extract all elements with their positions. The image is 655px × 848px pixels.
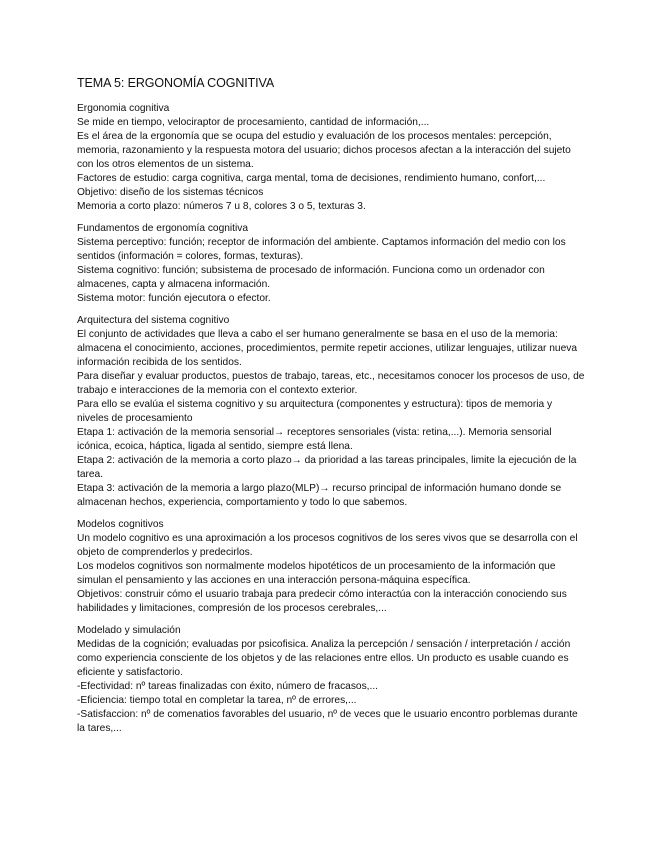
paragraph: Un modelo cognitivo es una aproximación a los procesos cognitivos de los seres vivos que se desarrolla con el objeto de comprenderlos y predecirlos. [77,533,578,558]
paragraph: -Eficiencia: tiempo total en completar la tarea, nº de errores,... [77,695,357,706]
section-ergonomia-cognitiva [77,102,585,214]
paragraph: Se mide en tiempo, velociraptor de procesamiento, cantidad de información,... [77,117,430,128]
document-title: TEMA 5: ERGONOMÍA COGNITIVA [77,76,275,90]
paragraph: Etapa 3: activación de la memoria a largo plazo(MLP)→ recurso principal de información humano donde se almacenan hechos, experiencia, comportamiento y todo lo que sabemos. [77,483,562,508]
paragraph: Etapa 2: activación de la memoria a corto plazo→ da prioridad a las tareas principales, limite la ejecución de la tarea. [77,455,577,480]
section-fundamentos [77,222,585,306]
paragraph: Para diseñar y evaluar productos, puestos de trabajo, tareas, etc., necesitamos conocer los procesos de uso, de trabajo e interacciones de la memoria con el contexto exterior. [77,371,585,396]
paragraph: -Efectividad: nº tareas finalizadas con éxito, número de fracasos,... [77,681,379,692]
paragraph: Para ello se evalúa el sistema cognitivo y su arquitectura (componentes y estructura): tipos de memoria y niveles de procesamiento [77,399,553,424]
paragraph: Memoria a corto plazo: números 7 u 8, colores 3 o 5, texturas 3. [77,201,366,212]
section-arquitectura [77,314,585,510]
paragraph: Objetivo: diseño de los sistemas técnicos [77,187,264,198]
paragraph: Sistema motor: función ejecutora o efector. [77,293,271,304]
paragraph: Factores de estudio: carga cognitiva, carga mental, toma de decisiones, rendimiento humano, confort,... [77,173,546,184]
paragraph: Sistema perceptivo: función; receptor de información del ambiente. Captamos información del medio con los sentidos (información = colores, formas, texturas). [77,237,566,262]
section-modelos-cognitivos [77,518,585,616]
paragraph: -Satisfaccion: nº de comenatios favorables del usuario, nº de veces que le usuario encontro porblemas durante la tares,... [77,709,578,734]
paragraph: Etapa 1: activación de la memoria sensorial→ receptores sensoriales (vista: retina,...). Memoria sensorial icónica, ecoica, háptica, ligada al sentido, siempre está llena. [77,427,552,452]
section-heading: Modelos cognitivos [77,519,164,530]
section-heading: Fundamentos de ergonomía cognitiva [77,223,249,234]
section-heading: Arquitectura del sistema cognitivo [77,315,230,326]
section-modelado-simulacion [77,624,585,736]
section-heading: Ergonomia cognitiva [77,103,170,114]
paragraph: El conjunto de actividades que lleva a cabo el ser humano generalmente se basa en el uso de la memoria: almacena el conocimiento, acciones, procedimientos, permite repetir acciones, utilizar lenguajes, utilizar nueva información recibida de los sentidos. [77,329,578,368]
section-heading: Modelado y simulación [77,625,181,636]
paragraph: Los modelos cognitivos son normalmente modelos hipotéticos de un procesamiento de la información que simulan el pensamiento y las acciones en una interacción persona-máquina específica. [77,561,556,586]
paragraph: Es el área de la ergonomía que se ocupa del estudio y evaluación de los procesos mentales: percepción, memoria, razonamiento y la respuesta motora del usuario; dichos procesos afectan a la interacción del sujeto con los otros elementos de un sistema. [77,131,571,170]
paragraph: Medidas de la cognición; evaluadas por psicofisica. Analiza la percepción / sensación / interpretación / acción como experiencia consciente de los objetos y de las relaciones entre ellos. Un producto es usable cuando es eficiente y satisfactorio. [77,639,571,678]
paragraph: Objetivos: construir cómo el usuario trabaja para predecir cómo interactúa con la interacción conociendo sus habilidades y limitaciones, compresión de los procesos cerebrales,... [77,589,567,614]
paragraph: Sistema cognitivo: función; subsistema de procesado de información. Funciona como un ordenador con almacenes, capta y almacena información. [77,265,545,290]
